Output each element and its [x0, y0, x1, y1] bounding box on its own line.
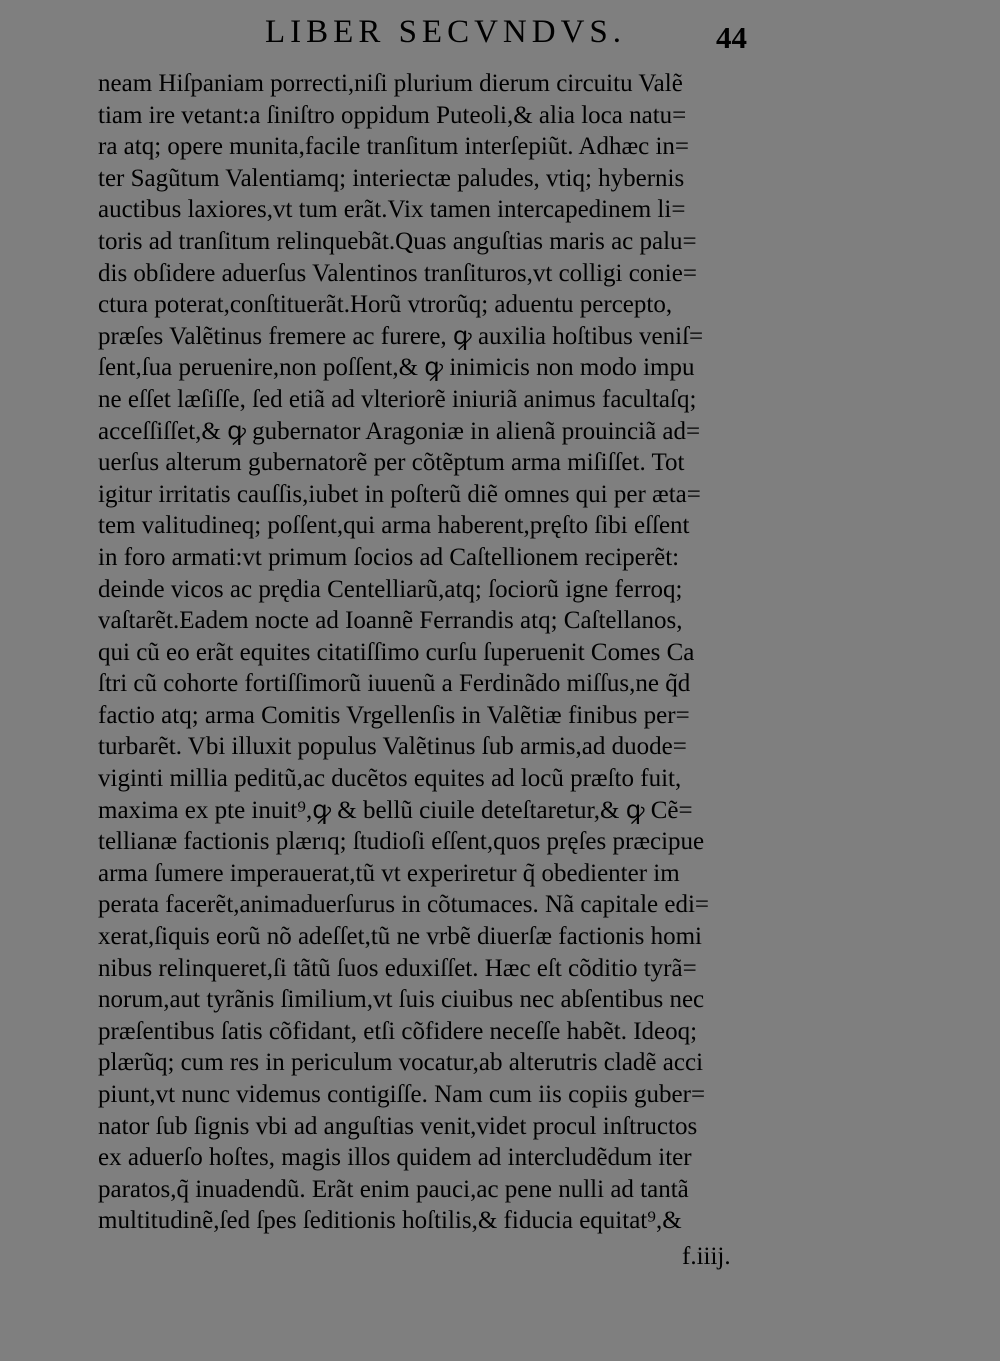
text-line: plærũq; cum res in periculum vocatur,ab alterutris cladẽ acci [98, 1049, 704, 1077]
text-line: ne eſſet læſiſſe, ſed etiã ad vlteriorẽ iniuriã animus facultaſq; [98, 385, 697, 413]
text-line: factio atq; arma Comitis Vrgellenſis in Valẽtiæ finibus per= [98, 701, 690, 729]
text-line: viginti millia peditũ,ac ducẽtos equites ad locũ præſto fuit, [98, 765, 682, 793]
text-line: arma ſumere imperauerat,tũ vt experiretur q̃ obedienter im [98, 859, 680, 887]
text-line: ra atq; opere munita,facile tranſitum interſepiũt. Adhæc in= [98, 133, 690, 161]
body-text [98, 68, 840, 1237]
text-line: dis obſidere aduerſus Valentinos tranſituros,vt colligi conie= [98, 259, 697, 287]
text-line: tiam ire vetant:a ſiniſtro oppidum Puteoli,& alia loca natu= [98, 101, 687, 129]
text-line: tellianæ factionis plærıq; ſtudioſi eſſent,quos pręſes præcipue [98, 828, 705, 856]
text-line: uerſus alterum gubernatorẽ per cõtẽptum arma miſiſſet. Tot [98, 449, 685, 477]
text-line: acceſſiſſet,& ꝙ gubernator Aragoniæ in alienã prouinciã ad= [98, 417, 701, 445]
text-line: in foro armati:vt primum ſocios ad Caſtellionem reciperẽt: [98, 543, 680, 571]
text-line: auctibus laxiores,vt tum erãt.Vix tamen intercapedinem li= [98, 196, 686, 224]
page-number: 44 [716, 20, 747, 55]
text-line: nibus relinqueret,ſi tãtũ ſuos eduxiſſet. Hæc eſt cõditio tyrã= [98, 954, 697, 982]
text-line: ſent,ſua peruenire,non poſſent,& ꝙ inimicis non modo impu [98, 354, 695, 382]
text-line: piunt,vt nunc videmus contigiſſe. Nam cum iis copiis guber= [98, 1081, 706, 1108]
text-line: igitur irritatis cauſſis,iubet in poſterũ diẽ omnes qui per æta= [98, 480, 701, 508]
text-line: turbarẽt. Vbi illuxit populus Valẽtinus ſub armis,ad duode= [98, 733, 687, 761]
text-line: paratos,q̃ inuadendũ. Erãt enim pauci,ac pene nulli ad tantã [98, 1175, 689, 1203]
text-line: deinde vicos ac prędia Centelliarũ,atq; ſociorũ igne ferroq; [98, 575, 683, 603]
text-line: nator ſub ſignis vbi ad anguſtias venit,videt procul inſtructos [98, 1112, 698, 1140]
text-line: maxima ex pte inuit⁹,ꝙ & bellũ ciuile deteſtaretur,& ꝙ Cẽ= [98, 796, 693, 824]
text-line: toris ad tranſitum relinquebãt.Quas anguſtias maris ac palu= [98, 227, 697, 255]
text-line: ctura poterat,conſtituerãt.Horũ vtrorũq; aduentu percepto, [98, 291, 673, 319]
text-line: neam Hiſpaniam porrecti,niſi plurium dierum circuitu Valẽ [98, 70, 683, 97]
text-line: multitudinẽ,ſed ſpes ſeditionis hoſtilis,& fiducia equitat⁹,& [98, 1207, 682, 1235]
signature-mark: f.iiij. [682, 1243, 731, 1270]
text-line: perata facerẽt,animaduerſurus in cõtumaces. Nã capitale edi= [98, 891, 710, 919]
text-line: qui cũ eo erãt equites citatiſſimo curſu ſuperuenit Comes Ca [98, 638, 695, 666]
text-line: ter Sagũtum Valentiamq; interiectæ paludes, vtiq; hybernis [98, 164, 685, 192]
text-line: norum,aut tyrãnis ſimilium,vt ſuis ciuibus nec abſentibus nec [98, 986, 705, 1014]
text-line: ſtri cũ cohorte fortiſſimorũ iuuenũ a Ferdinãdo miſſus,ne q̃d [98, 670, 691, 698]
text-line: tem valitudineq; poſſent,qui arma haberent,pręſto ſibi eſſent [98, 512, 690, 540]
text-line: præſes Valẽtinus fremere ac furere, ꝙ auxilia hoſtibus veniſ= [98, 322, 704, 350]
running-title: LIBER SECVNDVS. [265, 14, 627, 50]
text-line: xerat,ſiquis eorũ nõ adeſſet,tũ ne vrbẽ diuerſæ factionis homi [98, 923, 703, 951]
text-line: præſentibus ſatis cõfidant, etſi cõfidere neceſſe habẽt. Ideoq; [98, 1017, 698, 1045]
text-line: vaſtarẽt.Eadem nocte ad Ioannẽ Ferrandis atq; Caſtellanos, [98, 607, 683, 635]
text-line: ex aduerſo hoſtes, magis illos quidem ad intercludẽdum iter [98, 1144, 692, 1172]
